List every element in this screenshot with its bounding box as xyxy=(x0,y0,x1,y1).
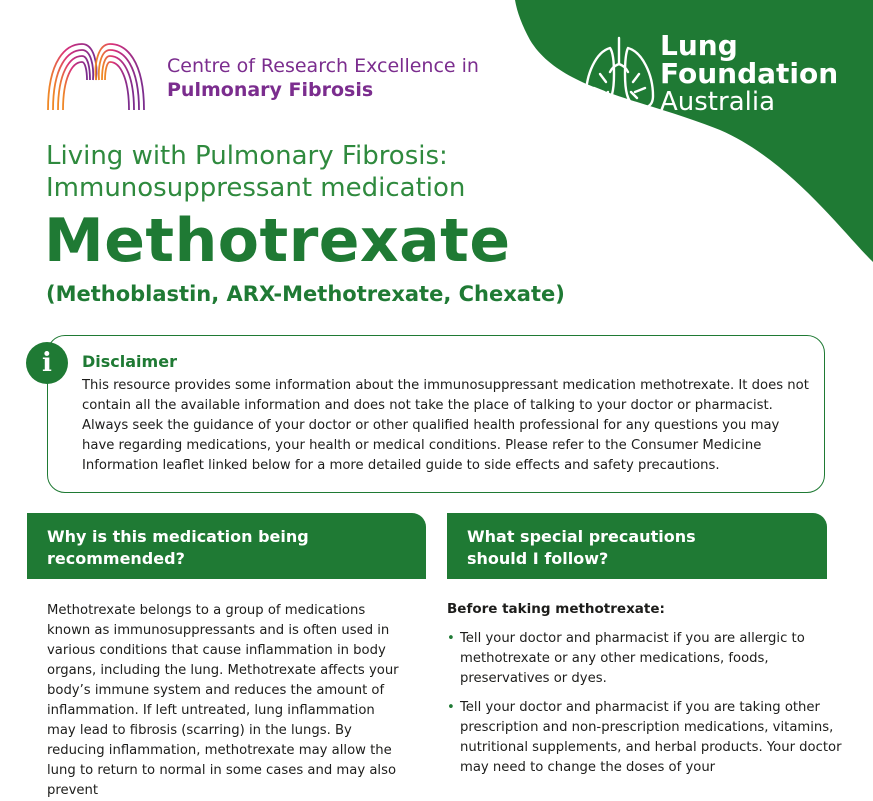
disclaimer-heading: Disclaimer xyxy=(82,352,177,371)
precautions-list xyxy=(447,629,842,787)
page-title: Methotrexate xyxy=(44,206,511,276)
list-item: • Tell your doctor and pharmacist if you are taking other prescription and non-prescription medications, vitamins, nutritional supplements, and herbal products. Your doctor may need to change the doses of your xyxy=(447,698,842,778)
info-icon: i xyxy=(26,342,68,384)
why-body-text: Methotrexate belongs to a group of medications known as immunosuppressants and is often used in various conditions that cause inflammation in body organs, including the lung. Methotrexate affects your body’s immune system and reduces the amount of inflammation. If left untreated, lung inflammation may lead to fibrosis (scarring) in the lungs. By reducing inflammation, methotrexate may allow the lung to return to normal in some cases and may also prevent xyxy=(47,603,399,798)
disclaimer-text: This resource provides some information about the immunosuppressant medication methotrexate. It does not contain all the available information and does not take the place of talking to your doctor or pharmacist. Always seek the guidance of your doctor or other qualified health professional for any questions you may have regarding medications, your health or medical conditions. Please refer to the Consumer Medicine Information leaflet linked below for a more detailed guide to side effects and safety precautions. xyxy=(82,378,809,473)
lung-foundation-name xyxy=(660,29,839,117)
lfa-line1: Lung xyxy=(660,29,738,62)
cre-arches-logo xyxy=(44,40,148,112)
cre-name xyxy=(167,54,479,102)
subtitle-line2: Immunosuppressant medication xyxy=(46,173,466,203)
section-heading-why xyxy=(27,513,426,579)
brand-names: (Methoblastin, ARX-Methotrexate, Chexate) xyxy=(46,282,565,306)
cre-line1: Centre of Research Excellence in xyxy=(167,55,479,77)
heading-line: What special precautions xyxy=(467,527,696,546)
heading-line: Why is this medication being xyxy=(47,527,309,546)
cre-line2: Pulmonary Fibrosis xyxy=(167,79,374,101)
list-item: • Tell your doctor and pharmacist if you are allergic to methotrexate or any other medications, foods, preservatives or dyes. xyxy=(447,629,842,689)
subtitle-line1: Living with Pulmonary Fibrosis: xyxy=(46,141,448,171)
lfa-line2: Foundation xyxy=(660,57,839,90)
heading-line: should I follow? xyxy=(467,549,609,568)
section-heading-precautions xyxy=(447,513,827,579)
document-subtitle xyxy=(46,140,465,204)
lungs-icon xyxy=(582,34,657,114)
heading-line: recommended? xyxy=(47,549,185,568)
before-taking-subheading: Before taking methotrexate: xyxy=(447,601,665,617)
lfa-line3: Australia xyxy=(660,87,776,117)
